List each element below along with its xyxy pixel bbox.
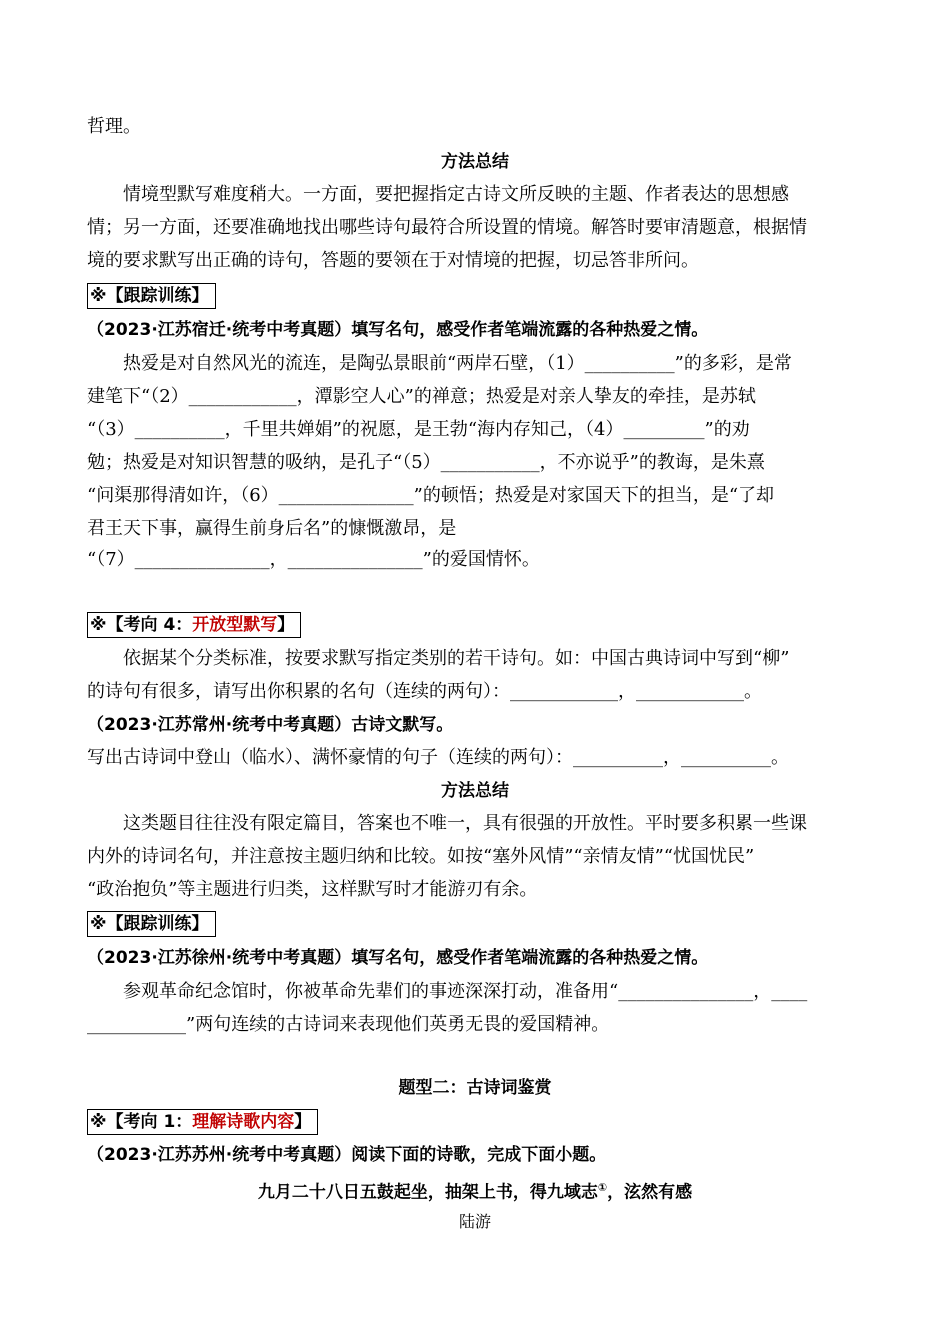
label-prefix: ※【考向 4： (90, 615, 193, 635)
paragraph-line: “政治抱负”等主题进行归类，这样默写时才能游刃有余。 (87, 879, 538, 900)
footnote-marker: ① (597, 1181, 608, 1194)
label-prefix: ※【考向 1： (90, 1112, 193, 1132)
paragraph-line: 建笔下“（2）____________，潭影空人心”的禅意；热爱是对亲人挚友的牵挂，是苏轼 (87, 386, 756, 407)
paragraph-line: 热爱是对自然风光的流连，是陶弘景眼前“两岸石壁，（1）__________”的多彩，是常 (123, 353, 792, 374)
question-source: （2023·江苏常州·统考中考真题）古诗文默写。 (87, 715, 454, 735)
boxed-label (87, 1109, 318, 1135)
paragraph-line: 这类题目往往没有限定篇目，答案也不唯一，具有很强的开放性。平时要多积累一些课 (123, 813, 807, 834)
tracking-training-label (87, 911, 216, 937)
poem-title-end: ，泫然有感 (607, 1182, 693, 1203)
paragraph-line: “（3）__________，千里共婵娟”的祝愿，是王勃“海内存知己，（4）_________”的劝 (87, 419, 750, 440)
boxed-label: ※【跟踪训练】 (87, 283, 216, 309)
paragraph-line: 勉；热爱是对知识智慧的吸纳，是孔子“（5）___________，不亦说乎”的教诲，是朱熹 (87, 452, 765, 473)
boxed-label (87, 612, 301, 638)
paragraph-line: 参观革命纪念馆时，你被革命先辈们的事迹深深打动，准备用“_______________，____ (123, 981, 808, 1002)
question-source: （2023·江苏宿迁·统考中考真题）填写名句，感受作者笔端流露的各种热爱之情。 (87, 320, 709, 340)
section-heading-type-two: 题型二：古诗词鉴赏 (398, 1078, 552, 1098)
section-heading-method-summary: 方法总结 (441, 152, 509, 172)
paragraph-line: “（7）_______________，_______________”的爱国情怀。 (87, 549, 540, 570)
paragraph-line: 君王天下事，赢得生前身后名”的慷慨激昂，是 (87, 518, 457, 539)
label-topic: 理解诗歌内容 (192, 1112, 295, 1132)
section-heading-method-summary: 方法总结 (441, 781, 509, 801)
paragraph-line: 情；另一方面，还要准确地找出哪些诗句最符合所设置的情境。解答时要审清题意，根据情 (87, 217, 807, 238)
boxed-label: ※【跟踪训练】 (87, 911, 216, 937)
exam-direction-4-label (87, 612, 301, 638)
paragraph-line: 内外的诗词名句，并注意按主题归纳和比较。如按“塞外风情”“亲情友情”“忧国忧民” (87, 846, 755, 867)
label-topic: 开放型默写 (192, 615, 278, 635)
poem-title (0, 1176, 950, 1205)
question-source: （2023·江苏苏州·统考中考真题）阅读下面的诗歌，完成下面小题。 (87, 1145, 607, 1165)
exam-direction-1-label (87, 1109, 318, 1135)
poem-author: 陆游 (458, 1212, 491, 1231)
paragraph-line: 的诗句有很多，请写出你积累的名句（连续的两句）：____________，____________。 (87, 681, 762, 702)
paragraph-line: 境的要求默写出正确的诗句，答题的要领在于对情境的把握，切忌答非所问。 (87, 250, 699, 271)
label-suffix: 】 (294, 1112, 312, 1132)
paragraph-line: 情境型默写难度稍大。一方面，要把握指定古诗文所反映的主题、作者表达的思想感 (123, 184, 789, 205)
paragraph-line: ___________”两句连续的古诗词来表现他们英勇无畏的爱国精神。 (87, 1014, 610, 1035)
paragraph-line: 依据某个分类标准，按要求默写指定类别的若干诗句。如：中国古典诗词中写到“柳” (123, 648, 790, 669)
paragraph-line: 写出古诗词中登山（临水）、满怀豪情的句子（连续的两句）：__________，__________。 (87, 747, 789, 768)
label-suffix: 】 (277, 615, 295, 635)
poem-title-main: 九月二十八日五鼓起坐，抽架上书，得九域志 (257, 1182, 598, 1203)
text-line: 哲理。 (87, 116, 141, 137)
tracking-training-label (87, 283, 216, 309)
paragraph-line: “问渠那得清如许，（6）_______________”的顿悟；热爱是对家国天下的担当，是“了却 (87, 485, 775, 506)
question-source: （2023·江苏徐州·统考中考真题）填写名句，感受作者笔端流露的各种热爱之情。 (87, 948, 709, 968)
